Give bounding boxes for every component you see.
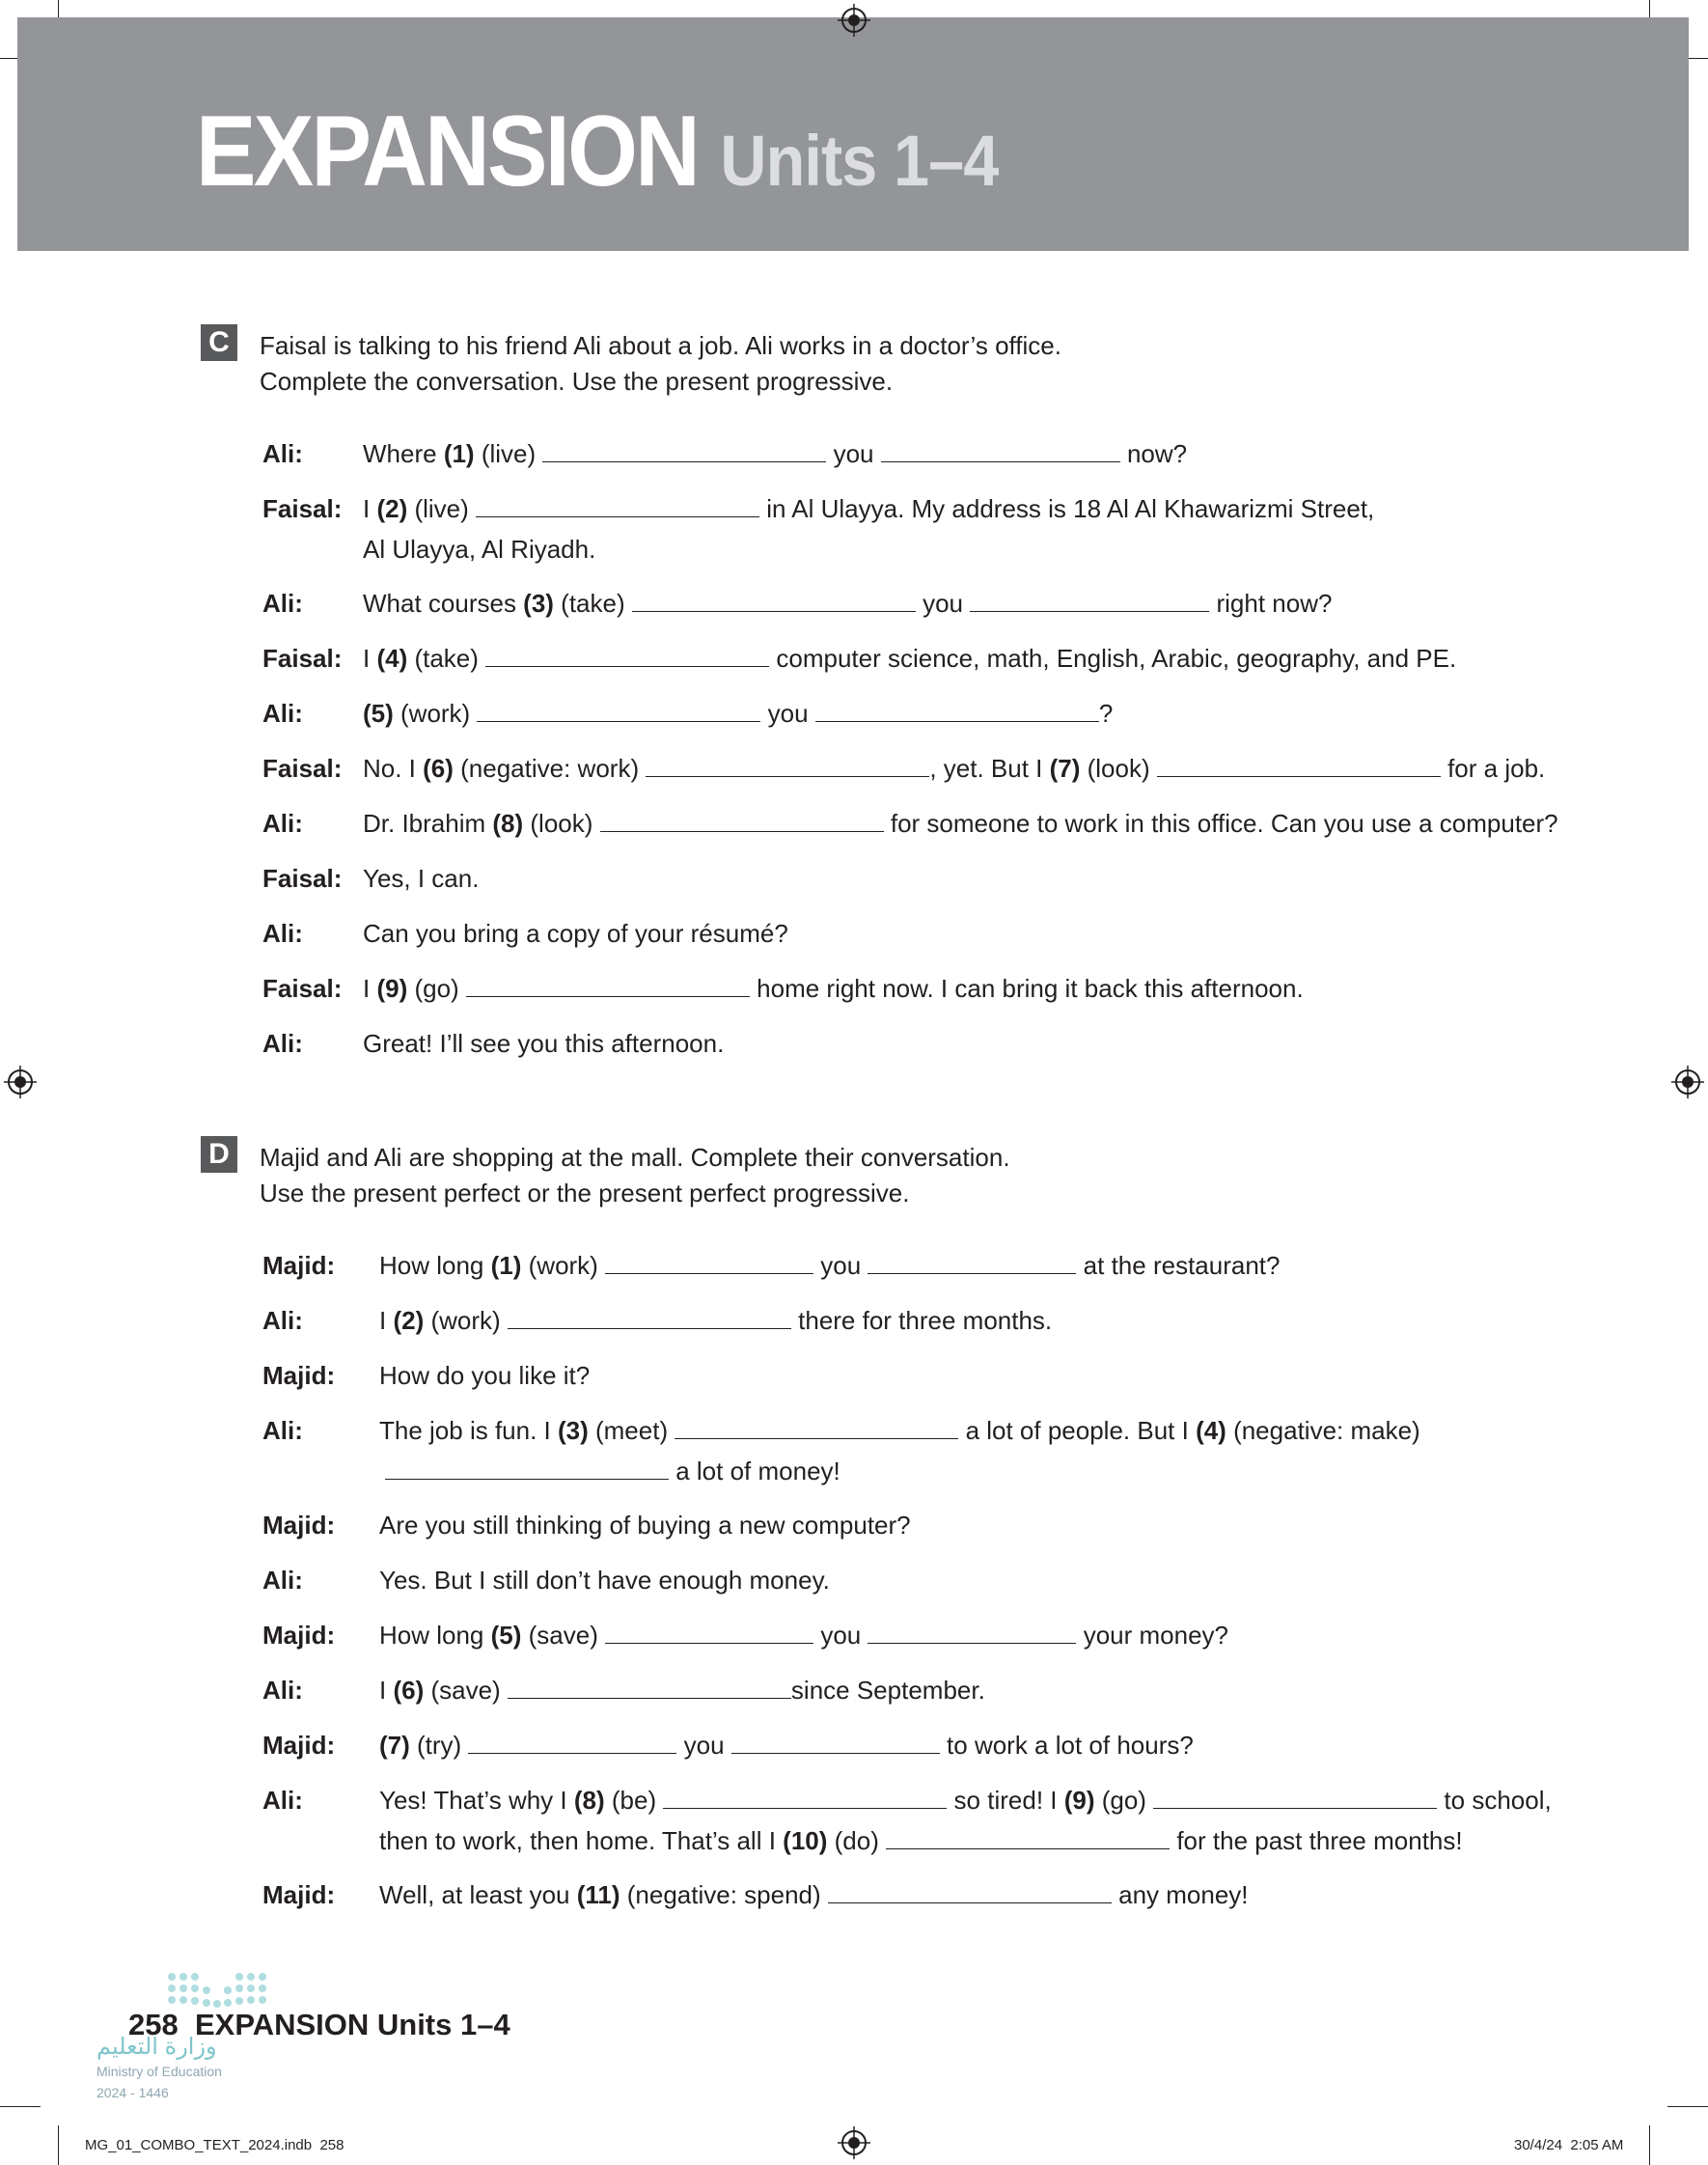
dialogue-line	[262, 488, 1558, 569]
dialogue-text: (7) (try) you to work a lot of hours?	[379, 1725, 1552, 1765]
speaker-label: Majid:	[262, 1511, 336, 1540]
exercise-instructions	[260, 1140, 1010, 1211]
speaker-label: Faisal:	[262, 754, 343, 783]
registration-mark-icon	[1671, 1066, 1704, 1098]
speaker-label: Ali:	[262, 1566, 303, 1595]
answer-blank[interactable]	[881, 436, 1120, 462]
dialogue-line	[262, 1300, 1552, 1341]
speaker-label: Ali:	[262, 589, 303, 618]
dialogue-text: Where (1) (live) you now?	[363, 433, 1558, 474]
speaker-label: Majid:	[262, 1251, 336, 1280]
speaker-label: Majid:	[262, 1731, 336, 1760]
answer-blank[interactable]	[868, 1248, 1076, 1274]
dialogue-line	[262, 858, 1558, 899]
dialogue-line	[262, 433, 1558, 474]
print-slug-file: MG_01_COMBO_TEXT_2024.indb 258	[85, 2137, 344, 2153]
item-number: (10)	[783, 1826, 828, 1855]
crop-mark	[58, 2125, 59, 2165]
answer-blank[interactable]	[477, 696, 760, 722]
answer-blank[interactable]	[815, 696, 1099, 722]
dialogue-text: Yes, I can.	[363, 864, 480, 893]
item-number: (2)	[376, 494, 408, 523]
answer-blank[interactable]	[663, 1783, 947, 1809]
answer-blank[interactable]	[508, 1673, 791, 1699]
speaker-label: Ali:	[262, 439, 303, 468]
dialogue-line	[262, 1780, 1552, 1861]
dialogue-line	[262, 1410, 1552, 1491]
speaker-label: Faisal:	[262, 974, 343, 1003]
dialogue-text: Yes! That’s why I (8) (be) so tired! I (9) (go) to school, then to work, then home. That’s all I (10) (do) for the past three months!	[379, 1780, 1552, 1861]
dialogue-list	[262, 1245, 1552, 1929]
answer-blank[interactable]	[605, 1618, 813, 1644]
answer-blank[interactable]	[886, 1823, 1170, 1849]
dialogue-text: I (2) (work) there for three months.	[379, 1300, 1552, 1341]
answer-blank[interactable]	[600, 806, 884, 832]
answer-blank[interactable]	[1157, 751, 1441, 777]
dialogue-text: Dr. Ibrahim (8) (look) for someone to work in this office. Can you use a computer?	[363, 803, 1558, 844]
item-number: (3)	[523, 589, 554, 618]
dialogue-line	[262, 748, 1558, 789]
exercise-instructions	[260, 328, 1061, 400]
dialogue-text: How long (5) (save) you your money?	[379, 1615, 1552, 1655]
answer-blank[interactable]	[970, 586, 1209, 612]
dialogue-line	[262, 803, 1558, 844]
dialogue-line	[262, 1874, 1552, 1915]
answer-blank[interactable]	[646, 751, 929, 777]
dialogue-line	[262, 583, 1558, 624]
crop-mark	[1649, 2125, 1650, 2165]
item-number: (4)	[376, 644, 408, 673]
dialogue-text: What courses (3) (take) you right now?	[363, 583, 1558, 624]
dialogue-line	[262, 1023, 1558, 1064]
page-title: EXPANSION Units 1–4	[196, 96, 999, 208]
dialogue-line	[262, 968, 1558, 1009]
dialogue-list	[262, 433, 1558, 1078]
answer-blank[interactable]	[1153, 1783, 1437, 1809]
answer-blank[interactable]	[542, 436, 826, 462]
speaker-label: Ali:	[262, 919, 303, 948]
answer-blank[interactable]	[632, 586, 916, 612]
item-number: (8)	[492, 809, 524, 838]
dialogue-text: No. I (6) (negative: work) , yet. But I (7) (look) for a job.	[363, 748, 1558, 789]
speaker-label: Ali:	[262, 1416, 303, 1445]
page-number: 258	[128, 2008, 179, 2041]
section-letter-badge: D	[201, 1136, 237, 1173]
dialogue-text: (5) (work) you ?	[363, 693, 1558, 734]
answer-blank[interactable]	[508, 1303, 791, 1329]
speaker-label: Ali:	[262, 1029, 303, 1058]
dialogue-text: How long (1) (work) you at the restaurant?	[379, 1245, 1552, 1286]
print-slug-date: 30/4/24 2:05 AM	[1514, 2137, 1624, 2153]
instruction-line: Complete the conversation. Use the present progressive.	[260, 367, 894, 396]
dialogue-line	[262, 913, 1558, 954]
dialogue-line	[262, 1245, 1552, 1286]
item-number: (1)	[490, 1251, 522, 1280]
item-number: (1)	[443, 439, 475, 468]
registration-mark-icon	[838, 4, 870, 37]
dialogue-line	[262, 693, 1558, 734]
dialogue-text: Yes. But I still don’t have enough money.	[379, 1566, 830, 1595]
speaker-label: Ali:	[262, 1306, 303, 1335]
item-number: (11)	[576, 1880, 620, 1909]
ministry-year: 2024 - 1446	[96, 2085, 169, 2100]
speaker-label: Majid:	[262, 1880, 336, 1909]
speaker-label: Ali:	[262, 1676, 303, 1705]
ministry-name-arabic: وزارة التعليم	[96, 2034, 217, 2060]
item-number: (4)	[1196, 1416, 1226, 1445]
item-number: (3)	[557, 1416, 589, 1445]
dialogue-line	[262, 638, 1558, 679]
item-number: (5)	[363, 699, 394, 728]
dialogue-text: Great! I’ll see you this afternoon.	[363, 1029, 725, 1058]
dialogue-line	[262, 1725, 1552, 1765]
footer-title-text: EXPANSION Units 1–4	[194, 2008, 510, 2041]
answer-blank[interactable]	[731, 1728, 940, 1754]
answer-blank[interactable]	[476, 491, 759, 517]
speaker-label: Ali:	[262, 699, 303, 728]
instruction-line: Majid and Ali are shopping at the mall. Complete their conversation.	[260, 1143, 1010, 1172]
speaker-label: Majid:	[262, 1621, 336, 1650]
registration-mark-icon	[4, 1066, 37, 1098]
dialogue-text: I (9) (go) home right now. I can bring it back this afternoon.	[363, 968, 1558, 1009]
item-number: (7)	[379, 1731, 410, 1760]
item-number: (6)	[393, 1676, 425, 1705]
item-number: (8)	[573, 1786, 605, 1815]
answer-blank[interactable]	[385, 1454, 669, 1480]
answer-blank[interactable]	[485, 641, 769, 667]
answer-blank[interactable]	[868, 1618, 1076, 1644]
dialogue-line	[262, 1505, 1552, 1545]
item-number: (9)	[376, 974, 408, 1003]
item-number: (6)	[423, 754, 454, 783]
dialogue-text: Well, at least you (11) (negative: spend) any money!	[379, 1874, 1552, 1915]
dialogue-line	[262, 1355, 1552, 1396]
speaker-label: Ali:	[262, 809, 303, 838]
section-letter-badge: C	[201, 324, 237, 361]
dialogue-line	[262, 1560, 1552, 1600]
speaker-label: Faisal:	[262, 494, 343, 523]
dialogue-text: I (6) (save) since September.	[379, 1670, 1552, 1710]
ministry-name-english: Ministry of Education	[96, 2064, 222, 2079]
item-number: (5)	[490, 1621, 522, 1650]
dialogue-text: Are you still thinking of buying a new computer?	[379, 1511, 911, 1540]
answer-blank[interactable]	[605, 1248, 813, 1274]
answer-blank[interactable]	[466, 971, 750, 997]
dialogue-line	[262, 1615, 1552, 1655]
crop-mark	[1667, 2106, 1708, 2107]
page-subtitle: Units 1–4	[720, 121, 999, 201]
item-number: (9)	[1063, 1786, 1095, 1815]
answer-blank[interactable]	[828, 1877, 1112, 1903]
speaker-label: Faisal:	[262, 864, 343, 893]
speaker-label: Ali:	[262, 1786, 303, 1815]
answer-blank[interactable]	[468, 1728, 676, 1754]
item-number: (2)	[393, 1306, 425, 1335]
dialogue-text: I (4) (take) computer science, math, English, Arabic, geography, and PE.	[363, 638, 1558, 679]
footer-page-label	[128, 2008, 510, 2042]
item-number: (7)	[1049, 754, 1081, 783]
dialogue-line	[262, 1670, 1552, 1710]
dialogue-text: Can you bring a copy of your résumé?	[363, 919, 788, 948]
speaker-label: Faisal:	[262, 644, 343, 673]
instruction-line: Use the present perfect or the present perfect progressive.	[260, 1179, 910, 1207]
answer-blank[interactable]	[675, 1413, 958, 1439]
registration-mark-icon	[838, 2126, 870, 2159]
speaker-label: Majid:	[262, 1361, 336, 1390]
dialogue-text: I (2) (live) in Al Ulayya. My address is 18 Al Al Khawarizmi Street, Al Ulayya, Al Riyadh.	[363, 488, 1558, 569]
crop-mark	[0, 2106, 41, 2107]
instruction-line: Faisal is talking to his friend Ali about a job. Ali works in a doctor’s office.	[260, 331, 1061, 360]
dialogue-text: The job is fun. I (3) (meet) a lot of people. But I (4) (negative: make) a lot of money!	[379, 1410, 1552, 1491]
dialogue-text: How do you like it?	[379, 1361, 591, 1390]
